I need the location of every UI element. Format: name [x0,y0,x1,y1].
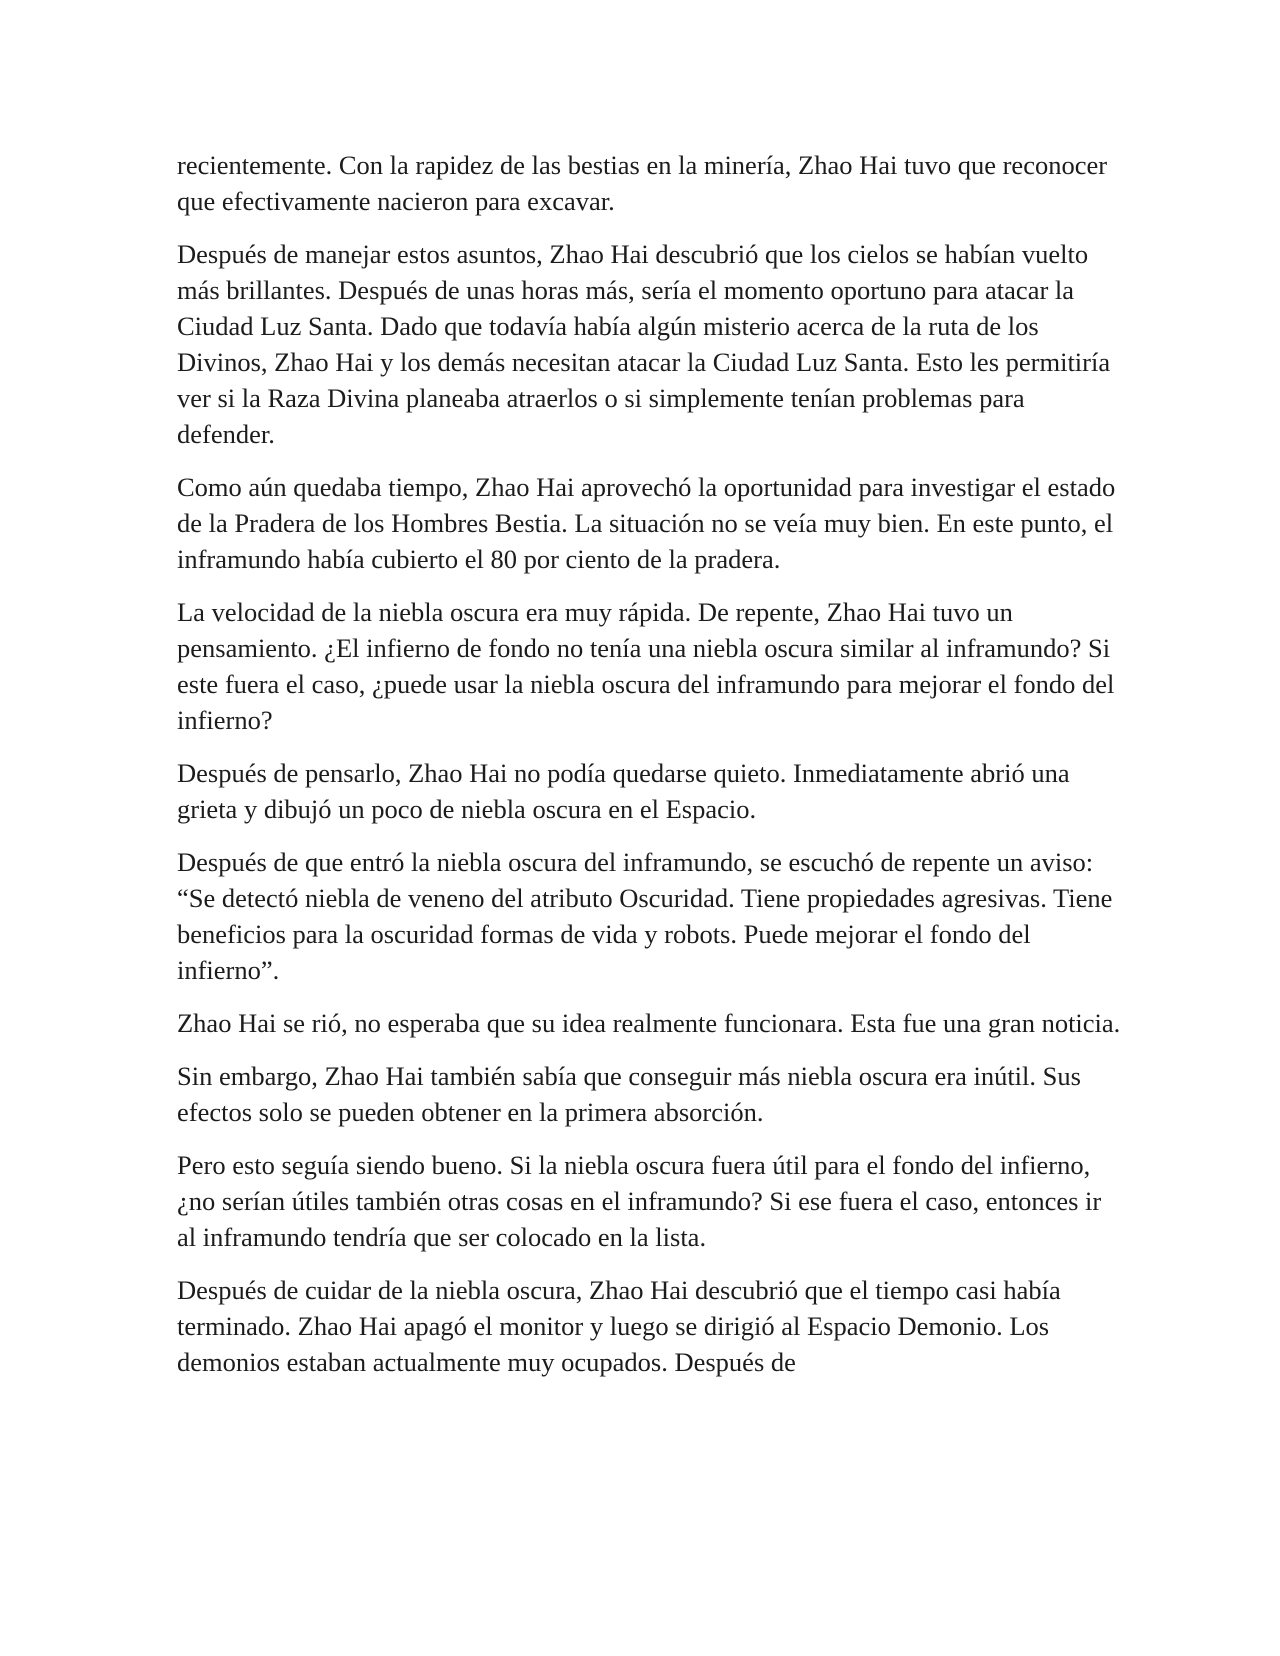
paragraph: Después de cuidar de la niebla oscura, Zhao Hai descubrió que el tiempo casi había terminado. Zhao Hai apagó el monitor y luego se dirigió al Espacio Demonio. Los demonios estaban actualmente muy ocupados. Después de [177,1275,1061,1377]
paragraph: Como aún quedaba tiempo, Zhao Hai aprovechó la oportunidad para investigar el estado de la Pradera de los Hombres Bestia. La situación no se veía muy bien. En este punto, el inframundo había cubierto el 80 por ciento de la pradera. [177,472,1116,574]
paragraph: Zhao Hai se rió, no esperaba que su idea realmente funcionara. Esta fue una gran noticia. [177,1008,1121,1038]
document-body [177,147,1122,1397]
paragraph: Después de pensarlo, Zhao Hai no podía quedarse quieto. Inmediatamente abrió una grieta y dibujó un poco de niebla oscura en el Espacio. [177,758,1070,824]
paragraph: Pero esto seguía siendo bueno. Si la niebla oscura fuera útil para el fondo del infierno, ¿no serían útiles también otras cosas en el inframundo? Si ese fuera el caso, entonces ir al inframundo tendría que ser colocado en la lista. [177,1150,1102,1252]
paragraph: La velocidad de la niebla oscura era muy rápida. De repente, Zhao Hai tuvo un pensamiento. ¿El infierno de fondo no tenía una niebla oscura similar al inframundo? Si este fuera el caso, ¿puede usar la niebla oscura del inframundo para mejorar el fondo del infierno? [177,597,1115,735]
paragraph: Después de que entró la niebla oscura del inframundo, se escuchó de repente un aviso: “Se detectó niebla de veneno del atributo Oscuridad. Tiene propiedades agresivas. Tiene beneficios para la oscuridad formas de vida y robots. Puede mejorar el fondo del infierno”. [177,847,1113,985]
paragraph: Después de manejar estos asuntos, Zhao Hai descubrió que los cielos se habían vuelto más brillantes. Después de unas horas más, sería el momento oportuno para atacar la Ciudad Luz Santa. Dado que todavía había algún misterio acerca de la ruta de los Divinos, Zhao Hai y los demás necesitan atacar la Ciudad Luz Santa. Esto les permitiría ver si la Raza Divina planeaba atraerlos o si simplemente tenían problemas para defender. [177,239,1111,449]
paragraph: Sin embargo, Zhao Hai también sabía que conseguir más niebla oscura era inútil. Sus efectos solo se pueden obtener en la primera absorción. [177,1061,1081,1127]
paragraph: recientemente. Con la rapidez de las bestias en la minería, Zhao Hai tuvo que reconocer que efectivamente nacieron para excavar. [177,150,1108,216]
